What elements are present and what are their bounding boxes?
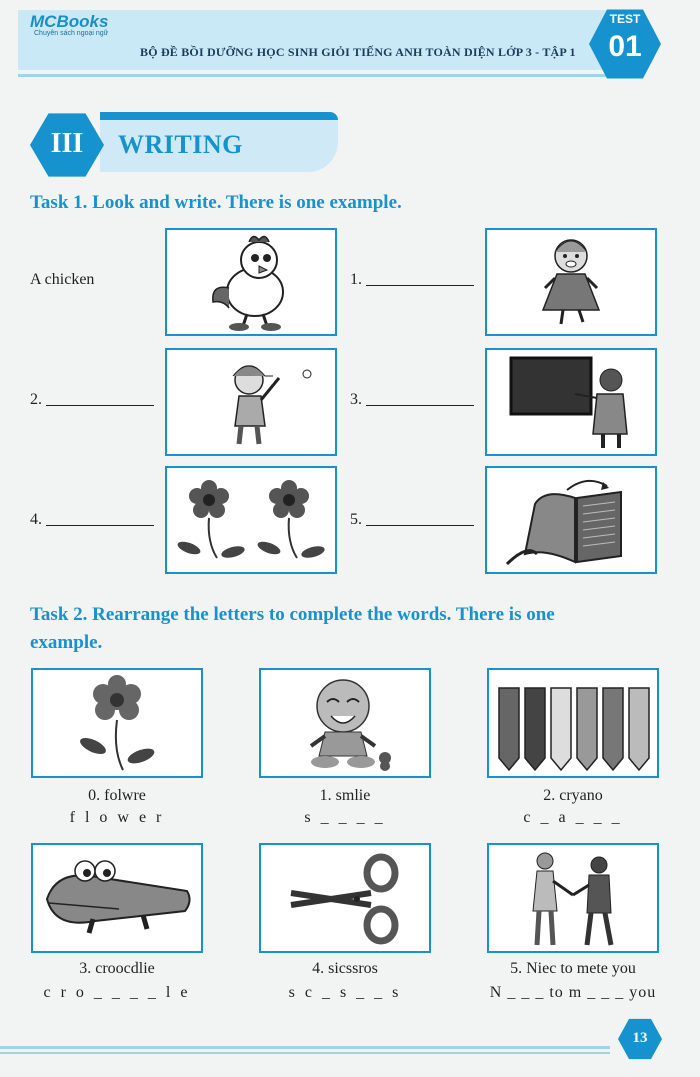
answer-blank[interactable] [46,525,154,526]
item-number: 4. [30,511,42,528]
task1-item-5 [350,511,474,529]
task2-clue-4: 4. sicssros [312,960,378,977]
task2-answer-0: f l o w e r [69,809,165,826]
task2-clue-2: 2. cryano [543,787,603,804]
task1-item-1 [350,271,474,289]
chicken-picture [165,228,337,336]
header-band [18,10,638,70]
page-number: 13 [632,1030,648,1046]
book-icon [487,468,655,572]
task2-clue-1: 1. smlie [319,787,371,804]
chicken-icon [167,230,335,334]
flower-icon [33,670,201,776]
baby-picture [259,668,431,778]
book-picture [485,466,657,574]
task2-heading-line1: Task 2. Rearrange the letters to complete the words. There is one [30,604,555,625]
test-number: 01 [608,30,642,63]
test-label: TEST [609,12,641,26]
task2-answer-5: N _ _ _ to m _ _ _ you [489,984,657,1001]
task2-clue-5: 5. Niec to mete you [510,960,636,977]
scissors-icon [261,845,429,951]
answer-blank[interactable] [46,405,154,406]
task2-answer-4: s c _ s _ _ s [288,984,402,1001]
answer-blank[interactable] [366,525,474,526]
crocodile-icon [33,845,201,951]
task1-example: A chicken [30,271,95,288]
scissors-picture [259,843,431,953]
teacher-icon [487,350,655,454]
item-number: 1. [350,271,362,288]
greeting-icon [489,845,657,951]
item-number: 3. [350,391,362,408]
section-title: WRITING [118,130,243,159]
task2-clue-0: 0. folwre [88,787,146,804]
crocodile-picture [31,843,203,953]
brand-logo: MCBooks [30,12,109,31]
footer-divider [0,1046,610,1049]
task1-item-4 [30,511,154,529]
answer-blank[interactable] [366,285,474,286]
section-number: III [50,128,84,159]
greeting-picture [487,843,659,953]
task1-heading: Task 1. Look and write. There is one example. [30,192,402,213]
boy-icon [167,350,335,454]
footer-divider-thin [0,1052,610,1054]
boy-picture [165,348,337,456]
crayons-picture [487,668,659,778]
girl-icon [487,230,655,334]
task1-item-3 [350,391,474,409]
flower-picture [31,668,203,778]
section-bar [100,112,338,120]
task2-heading-line2: example. [30,632,103,653]
book-title: BỘ ĐỀ BỒI DƯỠNG HỌC SINH GIỎI TIẾNG ANH TOÀN DIỆN LỚP 3 - TẬP 1 [140,45,576,59]
teacher-picture [485,348,657,456]
header-divider [18,74,628,77]
item-number: 5. [350,511,362,528]
item-number: 2. [30,391,42,408]
answer-blank[interactable] [366,405,474,406]
crayons-icon [489,670,657,776]
brand-subtitle: Chuyên sách ngoại ngữ [34,30,109,37]
task2-answer-3: c r o _ _ _ _ l e [43,984,191,1001]
task1-item-2 [30,391,154,409]
flowers-icon [167,468,335,572]
baby-icon [261,670,429,776]
task2-answer-2: c _ a _ _ _ [523,809,623,826]
task2-clue-3: 3. croocdlie [79,960,155,977]
girl-picture [485,228,657,336]
task2-answer-1: s _ _ _ _ [304,809,386,826]
flowers-picture [165,466,337,574]
